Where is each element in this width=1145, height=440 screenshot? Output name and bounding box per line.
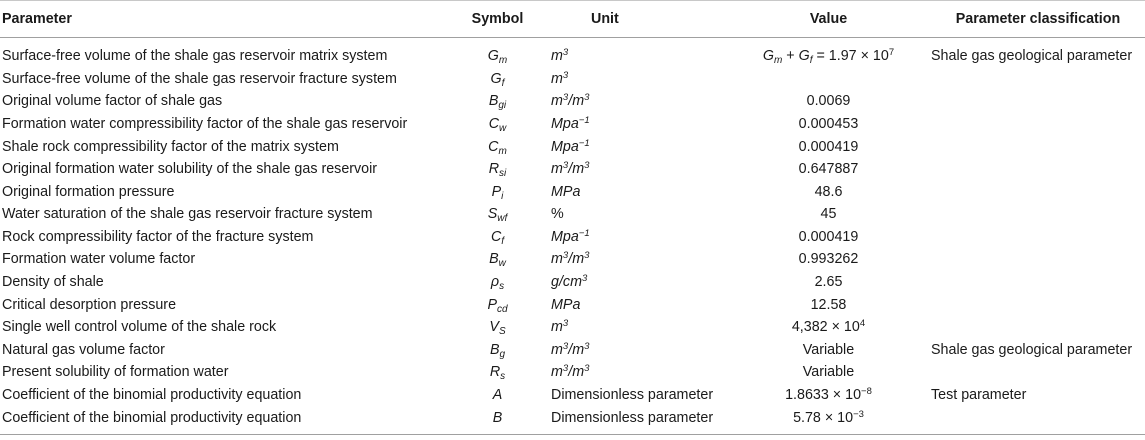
- unit-base: %: [551, 206, 564, 223]
- unit-denominator-superscript: 3: [584, 160, 590, 172]
- unit-base: Dimensionless parameter: [551, 409, 714, 426]
- value-cell: 0.000453: [798, 115, 859, 132]
- symbol-base: P: [487, 296, 497, 313]
- table-row: [0, 113, 1145, 136]
- value-cell: $1.8633 \times 10^{-8}$: [785, 386, 872, 404]
- symbol-cell: [452, 158, 543, 181]
- parameter-cell: Water saturation of the shale gas reservoir fracture system: [2, 206, 373, 223]
- unit-denominator: m: [572, 251, 585, 268]
- unit-denominator: m: [572, 341, 585, 358]
- table-row: [0, 226, 1145, 249]
- symbol-cell: [452, 248, 543, 271]
- table-row: [0, 407, 1145, 435]
- symbol-subscript: s: [500, 371, 506, 383]
- classification-cell: [931, 316, 1145, 339]
- symbol-subscript: w: [499, 122, 507, 134]
- parameter-cell: Present solubility of formation water: [2, 364, 229, 381]
- table-row: [0, 90, 1145, 113]
- value-cell: [726, 68, 931, 91]
- parameter-cell: Critical desorption pressure: [2, 296, 177, 313]
- parameter-cell: Coefficient of the binomial productivity equation: [2, 387, 302, 404]
- table-row: [0, 384, 1145, 407]
- symbol-cell: [452, 226, 543, 249]
- header-unit: Unit: [543, 1, 726, 38]
- header-row: [0, 1, 1145, 38]
- symbol-base: B: [489, 341, 500, 358]
- unit-denominator: m: [572, 364, 585, 381]
- symbol-cell: [452, 113, 543, 136]
- symbol-subscript: w: [498, 258, 506, 270]
- symbol-subscript: si: [499, 168, 507, 180]
- unit-cell: $m^3/m^3$: [551, 250, 590, 268]
- unit-superscript: 3: [562, 363, 569, 375]
- unit-cell: [543, 384, 726, 407]
- table-row: [0, 203, 1145, 226]
- unit-base: Mpa: [551, 138, 579, 155]
- classification-cell: Shale gas geological parameter: [931, 341, 1133, 358]
- symbol-cell: [452, 361, 543, 384]
- table-row: [0, 294, 1145, 317]
- unit-superscript: 3: [562, 92, 569, 104]
- classification-cell: [931, 68, 1145, 91]
- symbol-cell: [452, 68, 543, 91]
- unit-base: m: [551, 48, 563, 65]
- classification-cell: Test parameter: [931, 387, 1027, 404]
- parameter-cell: Original volume factor of shale gas: [2, 93, 223, 110]
- unit-cell: $m^3/m^3$: [551, 340, 590, 358]
- unit-denominator-superscript: 3: [584, 92, 590, 104]
- symbol-subscript: f: [501, 235, 505, 247]
- symbol-base: ρ: [490, 274, 500, 291]
- classification-cell: [931, 181, 1145, 204]
- table-row: [0, 271, 1145, 294]
- unit-superscript: 3: [562, 318, 569, 330]
- symbol-subscript: cd: [496, 303, 508, 315]
- parameter-cell: Original formation water solubility of the shale gas reservoir: [2, 161, 378, 178]
- symbol-cell: [452, 384, 543, 407]
- unit-cell: [543, 38, 726, 68]
- symbol-subscript: f: [501, 77, 505, 89]
- unit-denominator-superscript: 3: [584, 250, 590, 262]
- table-row: [0, 316, 1145, 339]
- unit-base: MPa: [551, 296, 581, 313]
- symbol-subscript: S: [498, 326, 506, 338]
- header-parameter: Parameter: [0, 1, 452, 38]
- unit-superscript: −1: [578, 114, 590, 126]
- parameter-cell: Natural gas volume factor: [2, 341, 165, 358]
- classification-cell: [931, 203, 1145, 226]
- value-cell: 48.6: [814, 183, 843, 200]
- classification-cell: [931, 271, 1145, 294]
- unit-cell: $m^3/m^3$: [551, 363, 590, 381]
- parameter-cell: Single well control volume of the shale rock: [2, 319, 277, 336]
- symbol-base: S: [487, 206, 498, 223]
- unit-cell: [543, 407, 726, 435]
- unit-denominator: m: [572, 161, 585, 178]
- parameter-cell: Density of shale: [2, 274, 104, 291]
- unit-base: g/cm: [551, 274, 582, 291]
- unit-base: m: [551, 319, 563, 336]
- symbol-base: B: [488, 93, 499, 110]
- symbol-base: C: [490, 228, 502, 245]
- symbol-cell: [452, 339, 543, 362]
- unit-base: Dimensionless parameter: [551, 387, 714, 404]
- value-cell: 0.0069: [806, 93, 851, 110]
- classification-cell: [931, 294, 1145, 317]
- table-row: [0, 248, 1145, 271]
- symbol-cell: [452, 135, 543, 158]
- value-cell: $5.78 \times 10^{-3}$: [726, 407, 931, 435]
- parameter-cell: Surface-free volume of the shale gas reservoir matrix system: [2, 48, 388, 65]
- parameter-cell: Formation water compressibility factor of the shale gas reservoir: [2, 115, 408, 132]
- symbol-subscript: m: [498, 55, 508, 67]
- table-row: [0, 68, 1145, 91]
- header-classification: Parameter classification: [931, 1, 1145, 38]
- parameter-cell: Original formation pressure: [2, 183, 175, 200]
- symbol-cell: [452, 294, 543, 317]
- value-cell: 2.65: [814, 274, 843, 291]
- parameter-cell: Rock compressibility factor of the fracture system: [2, 228, 314, 245]
- unit-cell: [543, 68, 726, 91]
- classification-cell: [931, 90, 1145, 113]
- value-cell: Variable: [802, 341, 855, 358]
- symbol-cell: [452, 407, 543, 435]
- unit-base: m: [551, 70, 563, 87]
- table-row: [0, 361, 1145, 384]
- value-cell: 12.58: [810, 296, 847, 313]
- symbol-cell: [452, 316, 543, 339]
- symbol-subscript: gi: [498, 100, 507, 112]
- symbol-base: R: [488, 161, 500, 178]
- unit-cell: [543, 181, 726, 204]
- symbol-base: A: [492, 387, 503, 404]
- unit-base: MPa: [551, 183, 581, 200]
- symbol-base: V: [489, 319, 499, 336]
- symbol-base: C: [488, 138, 499, 155]
- parameter-cell: Surface-free volume of the shale gas reservoir fracture system: [2, 70, 397, 87]
- classification-cell: [931, 135, 1145, 158]
- value-cell: $G_m + G_f = 1.97 \times 10^7$: [762, 47, 895, 67]
- value-cell: 0.993262: [798, 251, 859, 268]
- symbol-base: R: [489, 364, 501, 381]
- unit-superscript: 3: [562, 340, 569, 352]
- header-value: Value: [726, 1, 931, 38]
- unit-superscript: 3: [562, 250, 569, 262]
- symbol-cell: [452, 203, 543, 226]
- unit-cell: [543, 203, 726, 226]
- value-cell: 0.000419: [798, 228, 859, 245]
- table-row: [0, 38, 1145, 68]
- table-row: [0, 339, 1145, 362]
- value-cell: 0.647887: [798, 161, 859, 178]
- unit-base: Mpa: [551, 115, 579, 132]
- unit-superscript: 3: [562, 47, 569, 59]
- classification-cell: [931, 407, 1145, 435]
- value-cell: 45: [820, 206, 837, 223]
- value-cell: 0.000419: [798, 138, 859, 155]
- classification-cell: [931, 248, 1145, 271]
- symbol-base: B: [489, 251, 499, 268]
- unit-base: m: [551, 364, 563, 381]
- unit-base: m: [551, 161, 563, 178]
- classification-cell: [931, 226, 1145, 249]
- classification-cell: [931, 361, 1145, 384]
- unit-denominator-superscript: 3: [584, 363, 590, 375]
- parameter-cell: Formation water volume factor: [2, 251, 196, 268]
- unit-base: m: [551, 93, 563, 110]
- unit-superscript: 3: [562, 160, 569, 172]
- table-row: [0, 158, 1145, 181]
- unit-base: Mpa: [551, 228, 579, 245]
- symbol-cell: [452, 271, 543, 294]
- symbol-base: G: [490, 70, 502, 87]
- unit-cell: [543, 271, 726, 294]
- unit-superscript: 3: [581, 273, 588, 285]
- symbol-subscript: i: [501, 190, 504, 202]
- symbol-base: C: [488, 115, 500, 132]
- value-cell: Variable: [802, 364, 855, 381]
- symbol-subscript: m: [498, 145, 507, 157]
- unit-cell: [543, 316, 726, 339]
- unit-denominator-superscript: 3: [584, 340, 590, 352]
- unit-cell: [543, 135, 726, 158]
- unit-superscript: 3: [562, 69, 569, 81]
- symbol-subscript: s: [499, 281, 505, 293]
- unit-cell: [543, 294, 726, 317]
- unit-base: m: [551, 341, 563, 358]
- unit-base: m: [551, 251, 563, 268]
- unit-cell: [543, 226, 726, 249]
- symbol-cell: [452, 38, 543, 68]
- table-row: [0, 181, 1145, 204]
- classification-cell: [931, 158, 1145, 181]
- header-symbol: Symbol: [452, 1, 543, 38]
- table-row: [0, 135, 1145, 158]
- symbol-subscript: wf: [497, 213, 508, 225]
- parameter-cell: Coefficient of the binomial productivity equation: [0, 407, 452, 435]
- symbol-base: G: [487, 48, 499, 65]
- unit-cell: [543, 113, 726, 136]
- symbol-cell: [452, 181, 543, 204]
- symbol-base: B: [492, 409, 503, 426]
- unit-cell: $m^3/m^3$: [551, 160, 590, 178]
- classification-cell: Shale gas geological parameter: [931, 48, 1133, 65]
- unit-cell: $m^3/m^3$: [551, 92, 590, 110]
- unit-superscript: −1: [578, 137, 590, 149]
- value-cell: $4,382 \times 10^4$: [791, 318, 866, 336]
- symbol-cell: [452, 90, 543, 113]
- parameter-cell: Shale rock compressibility factor of the matrix system: [2, 138, 339, 155]
- classification-cell: [931, 113, 1145, 136]
- unit-superscript: −1: [578, 227, 590, 239]
- symbol-base: P: [491, 183, 502, 200]
- unit-denominator: m: [572, 93, 585, 110]
- symbol-subscript: g: [499, 348, 506, 360]
